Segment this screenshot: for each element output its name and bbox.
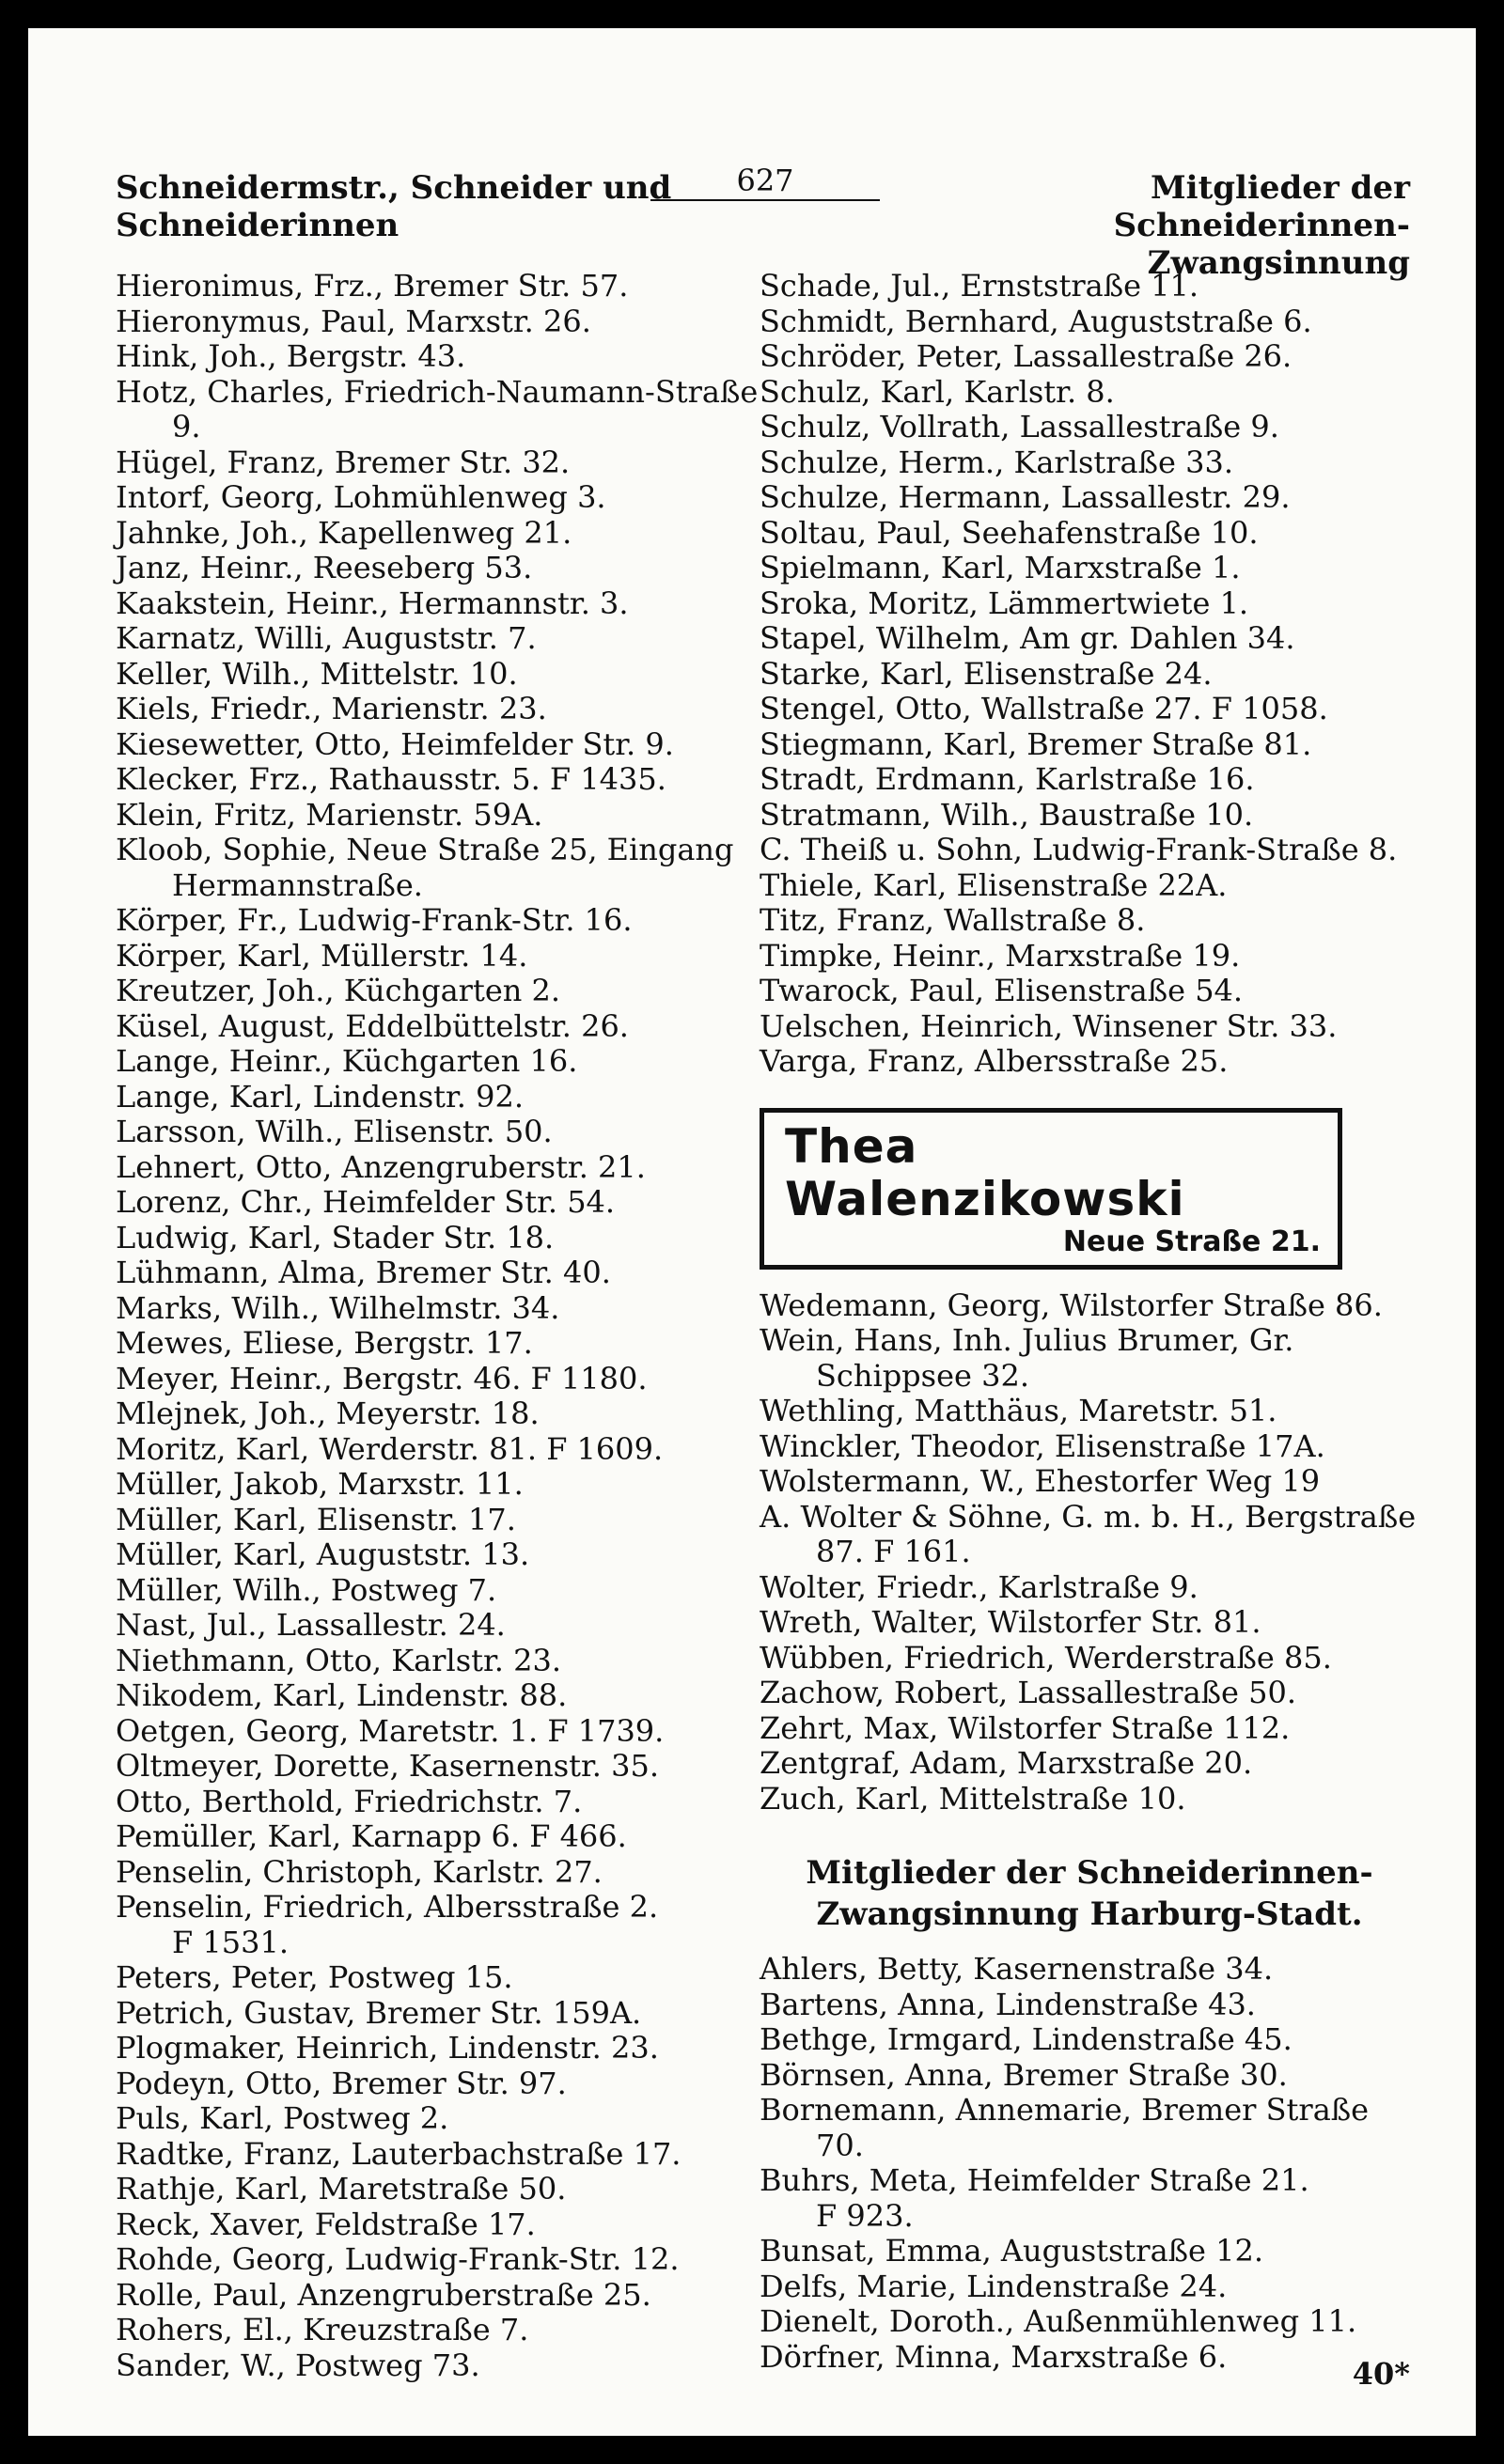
directory-entry: Ludwig, Karl, Stader Str. 18.: [116, 1219, 555, 1255]
directory-entry: Varga, Franz, Albersstraße 25.: [760, 1043, 1229, 1079]
directory-entry: Larsson, Wilh., Elisenstr. 50.: [116, 1114, 553, 1149]
directory-entry: Stradt, Erdmann, Karlstraße 16.: [760, 761, 1255, 797]
directory-entry: Spielmann, Karl, Marxstraße 1.: [760, 550, 1241, 585]
directory-entry: Delfs, Marie, Lindenstraße 24.: [760, 2268, 1228, 2304]
directory-entry: Podeyn, Otto, Bremer Str. 97.: [116, 2065, 567, 2101]
directory-entry: Nast, Jul., Lassallestr. 24.: [116, 1607, 506, 1643]
directory-entry: Lehnert, Otto, Anzengruberstr. 21.: [116, 1148, 646, 1185]
directory-entry: Körper, Fr., Ludwig-Frank-Str. 16.: [116, 902, 633, 938]
directory-entry: Bornemann, Annemarie, Bremer Straße 70.: [760, 2092, 1370, 2163]
directory-entry: Jahnke, Joh., Kapellenweg 21.: [116, 514, 572, 551]
directory-entry: Oltmeyer, Dorette, Kasernenstr. 35.: [116, 1748, 659, 1784]
directory-entry: Marks, Wilh., Wilhelmstr. 34.: [116, 1289, 560, 1326]
advertisement-box: [760, 1108, 1342, 1270]
directory-entry: Reck, Xaver, Feldstraße 17.: [116, 2206, 536, 2242]
directory-entry: Sroka, Moritz, Lämmertwiete 1.: [760, 585, 1249, 621]
directory-entry: Wein, Hans, Inh. Julius Brumer, Gr. Schippsee 32.: [760, 1322, 1294, 1394]
directory-entry: Mewes, Eliese, Bergstr. 17.: [116, 1325, 533, 1361]
directory-entry: Klecker, Frz., Rathausstr. 5. F 1435.: [116, 761, 666, 797]
directory-entry: Hieronymus, Paul, Marxstr. 26.: [116, 303, 591, 339]
directory-entry: Kloob, Sophie, Neue Straße 25, Eingang Hermannstraße.: [116, 832, 734, 903]
directory-entry: Rathje, Karl, Maretstraße 50.: [116, 2171, 567, 2207]
directory-entry: Soltau, Paul, Seehafenstraße 10.: [760, 514, 1259, 551]
right-column: [760, 269, 1419, 2375]
directory-entry: Stratmann, Wilh., Baustraße 10.: [760, 796, 1254, 833]
directory-entry: Schröder, Peter, Lassallestraße 26.: [760, 338, 1292, 374]
directory-entry: Rolle, Paul, Anzengruberstraße 25.: [116, 2276, 651, 2313]
directory-entry: Schulze, Hermann, Lassallestr. 29.: [760, 479, 1291, 515]
directory-entry: Karnatz, Willi, Auguststr. 7.: [116, 620, 537, 656]
directory-entry: Müller, Karl, Auguststr. 13.: [116, 1536, 530, 1572]
ad-name: Thea Walenzikowski: [785, 1118, 1185, 1226]
directory-entry: Pemüller, Karl, Karnapp 6. F 466.: [116, 1818, 627, 1854]
directory-entry: Wolter, Friedr., Karlstraße 9.: [760, 1568, 1198, 1605]
directory-page: [28, 28, 1476, 2436]
directory-entry: Oetgen, Georg, Maretstr. 1. F 1739.: [116, 1712, 665, 1749]
directory-entry: Hieronimus, Frz., Bremer Str. 57.: [116, 268, 629, 304]
directory-entry: Wethling, Matthäus, Maretstr. 51.: [760, 1393, 1277, 1428]
directory-entry: Thiele, Karl, Elisenstraße 22A.: [760, 866, 1228, 903]
directory-entry: Timpke, Heinr., Marxstraße 19.: [760, 937, 1241, 974]
directory-entry: Sander, W., Postweg 73.: [116, 2347, 480, 2383]
directory-entry: Petrich, Gustav, Bremer Str. 159A.: [116, 1994, 642, 2031]
directory-entry: Schade, Jul., Ernststraße 11.: [760, 268, 1199, 304]
directory-entry: Penselin, Friedrich, Albersstraße 2. F 1531.: [116, 1889, 659, 1960]
directory-entry: Lange, Heinr., Küchgarten 16.: [116, 1043, 578, 1079]
directory-entry: Schulze, Herm., Karlstraße 33.: [760, 444, 1233, 480]
directory-entry: Bartens, Anna, Lindenstraße 43.: [760, 1986, 1256, 2022]
directory-entry: Starke, Karl, Elisenstraße 24.: [760, 655, 1213, 692]
directory-entry: Peters, Peter, Postweg 15.: [116, 1959, 513, 1995]
directory-entry: Hügel, Franz, Bremer Str. 32.: [116, 444, 571, 480]
directory-entry: Lange, Karl, Lindenstr. 92.: [116, 1078, 524, 1115]
footer-mark: 40*: [1352, 2356, 1410, 2392]
directory-entry: Plogmaker, Heinrich, Lindenstr. 23.: [116, 2030, 659, 2066]
directory-entry: Schulz, Vollrath, Lassallestraße 9.: [760, 409, 1279, 444]
directory-entry: Ahlers, Betty, Kasernenstraße 34.: [760, 1951, 1274, 1987]
directory-entry: Janz, Heinr., Reeseberg 53.: [116, 550, 533, 585]
directory-entry: Börnsen, Anna, Bremer Straße 30.: [760, 2056, 1288, 2093]
right-entries-b: [760, 1288, 1419, 1817]
directory-entry: C. Theiß u. Sohn, Ludwig-Frank-Straße 8.: [760, 832, 1398, 867]
directory-entry: Körper, Karl, Müllerstr. 14.: [116, 937, 528, 974]
directory-entry: Wolstermann, W., Ehestorfer Weg 19: [760, 1463, 1321, 1499]
directory-entry: Kaakstein, Heinr., Hermannstr. 3.: [116, 585, 629, 621]
directory-entry: Niethmann, Otto, Karlstr. 23.: [116, 1642, 561, 1678]
directory-entry: Stiegmann, Karl, Bremer Straße 81.: [760, 725, 1312, 762]
directory-entry: Schmidt, Bernhard, Auguststraße 6.: [760, 303, 1312, 339]
directory-entry: A. Wolter & Söhne, G. m. b. H., Bergstraße 87. F 161.: [760, 1498, 1417, 1569]
directory-entry: Hotz, Charles, Friedrich-Naumann-Straße 9.: [116, 373, 759, 444]
directory-entry: Uelschen, Heinrich, Winsener Str. 33.: [760, 1007, 1338, 1044]
section-heading: Mitglieder der Schneiderinnen- Zwangsinnung Harburg-Stadt.: [806, 1854, 1373, 1933]
directory-entry: Zehrt, Max, Wilstorfer Straße 112.: [760, 1709, 1291, 1746]
directory-entry: Keller, Wilh., Mittelstr. 10.: [116, 655, 518, 692]
directory-entry: Hink, Joh., Bergstr. 43.: [116, 338, 466, 374]
directory-entry: Rohde, Georg, Ludwig-Frank-Str. 12.: [116, 2241, 680, 2277]
directory-entry: Schulz, Karl, Karlstr. 8.: [760, 373, 1115, 410]
directory-entry: Bethge, Irmgard, Lindenstraße 45.: [760, 2021, 1292, 2057]
page-number: 627: [650, 162, 880, 201]
directory-entry: Dienelt, Doroth., Außenmühlenweg 11.: [760, 2303, 1357, 2339]
directory-entry: Müller, Jakob, Marxstr. 11.: [116, 1466, 524, 1502]
ad-address: Neue Straße 21.: [1062, 1224, 1321, 1258]
right-entries-a: [760, 269, 1419, 1080]
directory-entry: Intorf, Georg, Lohmühlenweg 3.: [116, 479, 606, 515]
directory-entry: Bunsat, Emma, Auguststraße 12.: [760, 2233, 1264, 2269]
directory-entry: Buhrs, Meta, Heimfelder Straße 21. F 923.: [760, 2162, 1309, 2234]
directory-entry: Dörfner, Minna, Marxstraße 6.: [760, 2338, 1228, 2375]
directory-entry: Stapel, Wilhelm, Am gr. Dahlen 34.: [760, 620, 1295, 656]
directory-entry: Küsel, August, Eddelbüttelstr. 26.: [116, 1007, 629, 1044]
directory-entry: Lühmann, Alma, Bremer Str. 40.: [116, 1255, 611, 1290]
directory-entry: Stengel, Otto, Wallstraße 27. F 1058.: [760, 691, 1328, 726]
directory-entry: Rohers, El., Kreuzstraße 7.: [116, 2312, 529, 2347]
directory-entry: Meyer, Heinr., Bergstr. 46. F 1180.: [116, 1360, 648, 1396]
right-entries-c: [760, 1952, 1419, 2375]
directory-entry: Zentgraf, Adam, Marxstraße 20.: [760, 1745, 1253, 1781]
directory-entry: Kiesewetter, Otto, Heimfelder Str. 9.: [116, 725, 674, 762]
directory-entry: Winckler, Theodor, Elisenstraße 17A.: [760, 1427, 1325, 1464]
directory-entry: Radtke, Franz, Lauterbachstraße 17.: [116, 2135, 682, 2172]
directory-entry: Twarock, Paul, Elisenstraße 54.: [760, 973, 1244, 1008]
directory-entry: Otto, Berthold, Friedrichstr. 7.: [116, 1783, 583, 1819]
directory-entry: Wübben, Friedrich, Werderstraße 85.: [760, 1639, 1332, 1676]
directory-entry: Titz, Franz, Wallstraße 8.: [760, 902, 1146, 938]
directory-entry: Kiels, Friedr., Marienstr. 23.: [116, 691, 547, 726]
directory-entry: Kreutzer, Joh., Küchgarten 2.: [116, 973, 561, 1008]
directory-entry: Nikodem, Karl, Lindenstr. 88.: [116, 1677, 568, 1713]
directory-entry: Müller, Wilh., Postweg 7.: [116, 1571, 497, 1608]
directory-entry: Klein, Fritz, Marienstr. 59A.: [116, 796, 543, 833]
header-right: Mitglieder der Schneiderinnen-Zwangsinnung: [1113, 169, 1410, 282]
directory-entry: Müller, Karl, Elisenstr. 17.: [116, 1501, 516, 1537]
directory-entry: Wreth, Walter, Wilstorfer Str. 81.: [760, 1604, 1261, 1640]
directory-entry: Zuch, Karl, Mittelstraße 10.: [760, 1780, 1186, 1817]
directory-entry: Wedemann, Georg, Wilstorfer Straße 86.: [760, 1287, 1383, 1323]
directory-entry: Zachow, Robert, Lassallestraße 50.: [760, 1675, 1297, 1710]
directory-entry: Puls, Karl, Postweg 2.: [116, 2100, 449, 2136]
directory-entry: Moritz, Karl, Werderstr. 81. F 1609.: [116, 1430, 664, 1467]
left-column: [116, 269, 764, 2383]
directory-entry: Penselin, Christoph, Karlstr. 27.: [116, 1853, 603, 1890]
directory-entry: Mlejnek, Joh., Meyerstr. 18.: [116, 1396, 540, 1431]
directory-entry: Lorenz, Chr., Heimfelder Str. 54.: [116, 1184, 616, 1220]
header-left: Schneidermstr., Schneider und Schneiderinnen: [116, 169, 672, 244]
